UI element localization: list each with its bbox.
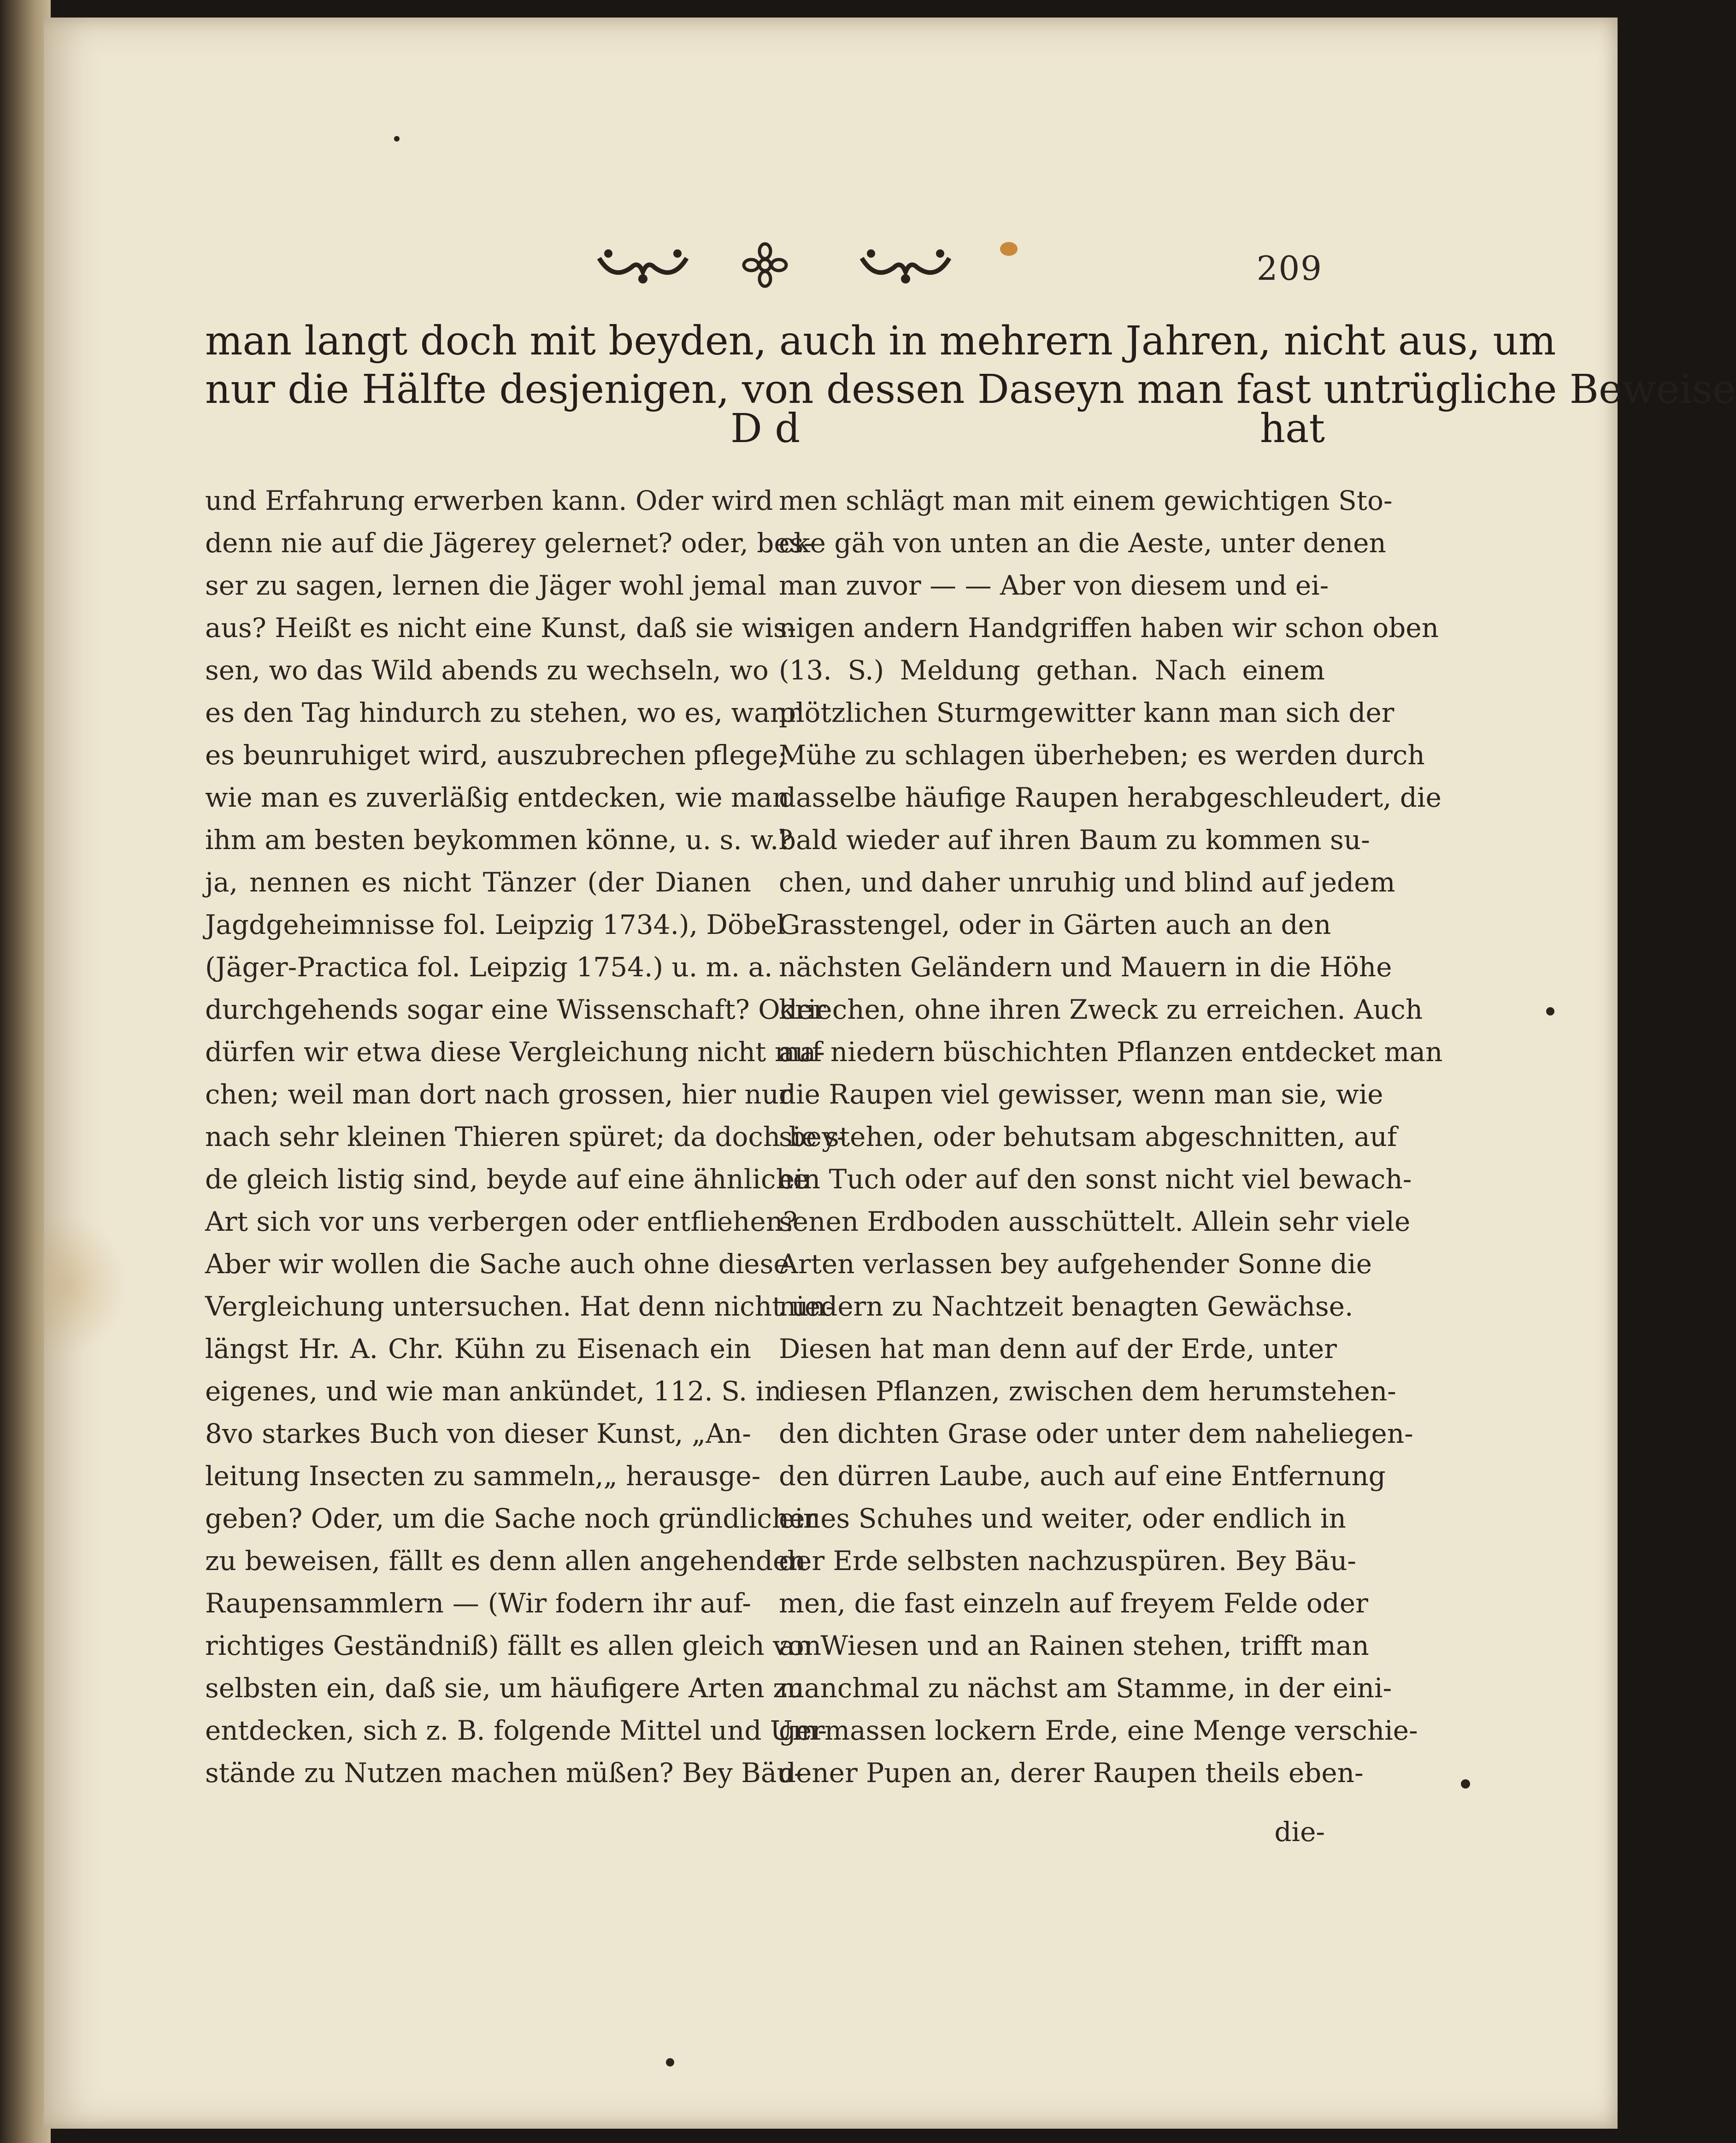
text-line: kriechen, ohne ihren Zweck zu erreichen. Auch [779, 994, 1423, 1025]
signature-row [205, 406, 1325, 456]
catchword-top: hat [1259, 406, 1325, 452]
text-line: denn nie auf die Jägerey gelernet? oder, bes- [205, 527, 813, 559]
text-line: eigenes, und wie man ankündet, 112. S. in [205, 1376, 782, 1407]
text-line: entdecken, sich z. B. folgende Mittel und Um- [205, 1715, 827, 1746]
text-line: Diesen hat man denn auf der Erde, unter [779, 1333, 1337, 1364]
text-line: den dichten Grase oder unter dem naheliegen- [779, 1418, 1413, 1449]
text-line: Art sich vor uns verbergen oder entfliehen? [205, 1206, 798, 1237]
header-ornament-left [594, 240, 691, 290]
text-line: stände zu Nutzen machen müßen? Bey Bäu- [205, 1757, 803, 1789]
text-line: nach sehr kleinen Thieren spüret; da doch bey- [205, 1121, 846, 1152]
text-line: an Wiesen und an Rainen stehen, trifft man [779, 1630, 1369, 1661]
text-line: Mühe zu schlagen überheben; es werden durch [779, 739, 1425, 771]
signature-mark: D d [730, 406, 800, 452]
text-line: man zuvor — — Aber von diesem und ei- [779, 570, 1329, 601]
text-line: auf niedern büschichten Pflanzen entdecket man [779, 1036, 1443, 1068]
text-line: sen, wo das Wild abends zu wechseln, wo [205, 655, 769, 686]
flower-ornament-icon [742, 242, 788, 288]
text-line: längst Hr. A. Chr. Kühn zu Eisenach ein [205, 1333, 751, 1364]
paper-stain [44, 1216, 127, 1354]
text-line: dener Pupen an, derer Raupen theils eben- [779, 1757, 1364, 1789]
text-line: diesen Pflanzen, zwischen dem herumstehen- [779, 1376, 1396, 1407]
text-line: Jagdgeheimnisse fol. Leipzig 1734.), Döbel [205, 909, 785, 940]
text-line: es den Tag hindurch zu stehen, wo es, wann [205, 697, 805, 728]
text-line: dürfen wir etwa diese Vergleichung nicht ma- [205, 1036, 825, 1068]
text-line: Vergleichung untersuchen. Hat denn nicht un- [205, 1291, 835, 1322]
text-line: nächsten Geländern und Mauern in die Höhe [779, 951, 1392, 983]
text-line: ihm am besten beykommen könne, u. s. w.? [205, 824, 793, 856]
text-line: men, die fast einzeln auf freyem Felde oder [779, 1588, 1368, 1619]
text-line: Aber wir wollen die Sache auch ohne diese [205, 1248, 789, 1280]
lead-line-2: nur die Hälfte desjenigen, von dessen Daseyn man fast untrügliche Beweise [205, 366, 1736, 413]
text-line: de gleich listig sind, beyde auf eine ähnliche [205, 1163, 809, 1195]
text-line: durchgehends sogar eine Wissenschaft? Oder [205, 994, 826, 1025]
text-line: den dürren Laube, auch auf eine Entfernung [779, 1460, 1386, 1492]
scroll-ornament-icon [594, 240, 691, 290]
text-line: richtiges Geständniß) fällt es allen gleich von [205, 1630, 822, 1661]
text-line: wie man es zuverläßig entdecken, wie man [205, 782, 790, 813]
ink-spot [1000, 242, 1018, 256]
text-line: der Erde selbsten nachzuspüren. Bey Bäu- [779, 1545, 1357, 1576]
text-line: Arten verlassen bey aufgehender Sonne die [779, 1248, 1372, 1280]
text-line: men schlägt man mit einem gewichtigen Sto- [779, 485, 1393, 516]
text-line: (13. S.) Meldung gethan. Nach einem [779, 655, 1325, 686]
text-line: zu beweisen, fällt es denn allen angehenden [205, 1545, 806, 1576]
text-line: ser zu sagen, lernen die Jäger wohl jemal [205, 570, 766, 601]
text-line: ja, nennen es nicht Tänzer (der Dianen [205, 867, 751, 898]
text-line: manchmal zu nächst am Stamme, in der eini- [779, 1672, 1392, 1704]
text-line: 8vo starkes Buch von dieser Kunst, „An- [205, 1418, 751, 1449]
text-line: chen; weil man dort nach grossen, hier nur [205, 1079, 792, 1110]
text-line: nigen andern Handgriffen haben wir schon oben [779, 612, 1439, 643]
text-line: Grasstengel, oder in Gärten auch an den [779, 909, 1331, 940]
page-number: 209 [1256, 249, 1323, 288]
margin-speck [666, 2058, 674, 2066]
text-line: plötzlichen Sturmgewitter kann man sich der [779, 697, 1395, 728]
header-ornament-center [742, 240, 788, 290]
text-line: geben? Oder, um die Sache noch gründlicher [205, 1503, 818, 1534]
left-text-column [205, 479, 846, 1794]
text-line: und Erfahrung erwerben kann. Oder wird [205, 485, 773, 516]
text-line: ein Tuch oder auf den sonst nicht viel bewach- [779, 1163, 1412, 1195]
text-line: es beunruhiget wird, auszubrechen pflege; [205, 739, 787, 771]
text-line: leitung Insecten zu sammeln,„ herausge- [205, 1460, 761, 1492]
margin-speck [1546, 1007, 1554, 1015]
text-line: senen Erdboden ausschüttelt. Allein sehr viele [779, 1206, 1411, 1237]
text-line: dasselbe häufige Raupen herabgeschleudert, die [779, 782, 1442, 813]
lead-line-1: man langt doch mit beyden, auch in mehrern Jahren, nicht aus, um [205, 318, 1556, 364]
text-line: selbsten ein, daß sie, um häufigere Arten zu [205, 1672, 805, 1704]
right-text-column [779, 479, 1443, 1794]
text-line: niedern zu Nachtzeit benagten Gewächse. [779, 1291, 1353, 1322]
scroll-ornament-icon [857, 240, 954, 290]
catchword-bottom: die- [1274, 1816, 1325, 1848]
text-line: Raupensammlern — (Wir fodern ihr auf- [205, 1588, 751, 1619]
text-line: eines Schuhes und weiter, oder endlich in [779, 1503, 1346, 1534]
left-page-edge [0, 0, 51, 2143]
text-line: germassen lockern Erde, eine Menge verschie- [779, 1715, 1418, 1746]
text-line: die Raupen viel gewisser, wenn man sie, wie [779, 1079, 1383, 1110]
header-ornament-right [857, 240, 954, 290]
text-line: sie stehen, oder behutsam abgeschnitten, auf [779, 1121, 1397, 1152]
text-line: bald wieder auf ihren Baum zu kommen su- [779, 824, 1370, 856]
text-line: aus? Heißt es nicht eine Kunst, daß sie wis- [205, 612, 796, 643]
text-line: cke gäh von unten an die Aeste, unter denen [779, 527, 1386, 559]
text-line: chen, und daher unruhig und blind auf jedem [779, 867, 1395, 898]
margin-speck [1461, 1779, 1470, 1789]
margin-speck [394, 136, 400, 142]
text-line: (Jäger-Practica fol. Leipzig 1754.) u. m. a. [205, 951, 773, 983]
